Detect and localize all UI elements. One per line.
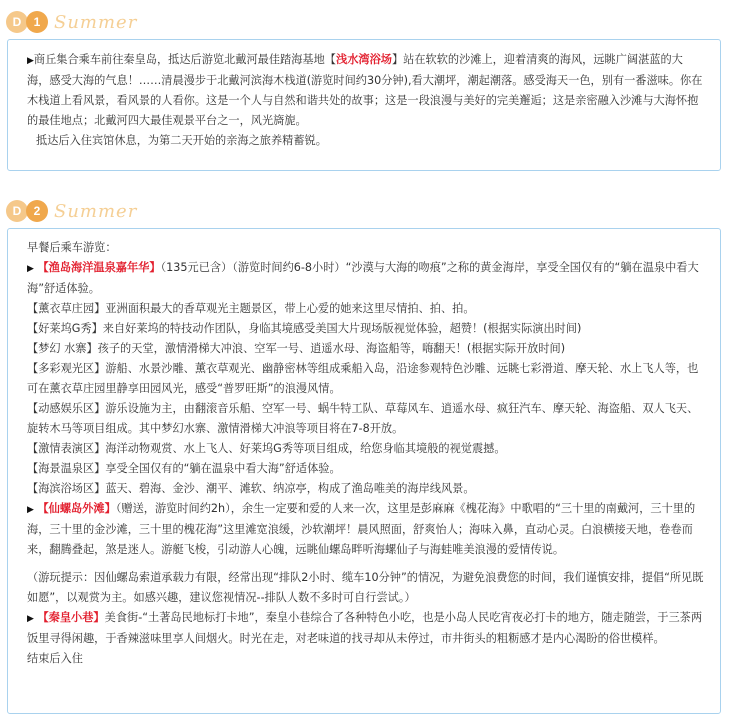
day2-item: 【梦幻 水寨】孩子的天堂，激情滑梯大冲浪、空军一号、逍遥水母、海盗船等，嗨翻天！(根据实际开放时间) <box>27 342 566 355</box>
day1-text-b: 】站在软软的沙滩上，迎着清爽的海风，远眺广阔湛蓝的大海，感受大海的气息！……清晨漫步于北戴河滨海木栈道(游览时间约30分钟),看大潮坪，潮起潮落。感受海天一色，别有一番滋味。你在木栈道上看风景，看风景的人看你。这是一个人与自然和谐共处的故事；这是一段浪漫与美好的完美邂逅；这是亲密融入沙滩与大海怀抱的最佳地点；北戴河四大最佳观景平台之一，风光旖旎。 <box>27 53 703 127</box>
s2-title: 【仙螺岛外滩】 <box>37 502 116 515</box>
day2-tip: （游玩提示：因仙螺岛索道承载力有限，经常出现“排队2小时、缆车10分钟”的情况，为避免浪费您的时间，我们谨慎安排，提倡“所见既如愿”，以观赏为主。如感兴趣，建议您视情况--排队人数不多时可自行尝试。） <box>27 571 704 604</box>
day2-section-1 <box>27 258 704 299</box>
day1-header <box>6 9 137 35</box>
day1-text-a: 商丘集合乘车前往秦皇岛，抵达后游览北戴河最佳踏海基地【 <box>33 53 336 66</box>
day1-number-badge: 1 <box>26 11 48 33</box>
day1-box <box>7 39 721 171</box>
day2-item: 【动感娱乐区】游乐设施为主，由翻滚音乐船、空军一号、蜗牛特工队、草莓风车、逍遥水母、疯狂汽车、摩天轮、海盗船、双人飞天、旋转木马等项目组成。其中梦幻水寨、激情滑梯大冲浪等项目将在7-8开放。 <box>27 402 699 435</box>
arrow-icon: ▶ <box>27 505 34 515</box>
day1-rest: 抵达后入住宾馆休息，为第二天开始的亲海之旅养精蓄锐。 <box>36 134 327 147</box>
arrow-icon: ▶ <box>27 614 34 624</box>
day2-item: 【激情表演区】海洋动物观赏、水上飞人、好莱坞G秀等项目组成，给您身临其境般的视觉震撼。 <box>27 442 506 455</box>
arrow-icon: ▶ <box>27 264 34 274</box>
day2-letter-badge: D <box>6 200 28 222</box>
day2-item: 【薰衣草庄园】亚洲面积最大的香草观光主题景区，带上心爱的她来这里尽情拍、拍、拍。 <box>27 302 475 315</box>
day2-item: 【好莱坞G秀】来自好莱坞的特技动作团队，身临其境感受美国大片现场版视觉体验，超赞！(根据实际演出时间) <box>27 322 582 335</box>
day2-item: 【多彩观光区】游船、水景沙雕、薰衣草观光、幽静密林等组成乘船入岛，沿途参观特色沙雕、远眺七彩滑道、摩天轮、水上飞人等，也可在薰衣草庄园里静享田园风光，感受“普罗旺斯”的浪漫风情。 <box>27 362 699 395</box>
day1-summer-label: Summer <box>54 11 138 33</box>
day2-number-badge: 2 <box>26 200 48 222</box>
day2-end: 结束后入住 <box>27 652 83 665</box>
day2-section-3 <box>27 608 704 649</box>
s1-text: （135元已含）（游览时间约6-8小时）“沙漠与大海的吻痕”之称的黄金海岸，享受全国仅有的“躺在温泉中看大海”舒适体验。 <box>27 261 699 295</box>
day2-box <box>7 228 721 714</box>
day1-letter-badge: D <box>6 11 28 33</box>
s1-title: 【渔岛海洋温泉嘉年华】 <box>37 261 161 274</box>
day1-paragraph <box>27 50 704 131</box>
day2-item: 【海滨浴场区】蓝天、碧海、金沙、潮平、滩软、纳凉亭，构成了渔岛唯美的海岸线风景。 <box>27 482 475 495</box>
day1-highlight: 浅水湾浴场 <box>336 53 392 66</box>
day2-section-2 <box>27 499 704 560</box>
s3-text: 美食街-“土著岛民地标打卡地”，秦皇小巷综合了各种特色小吃，也是小岛人民吃宵夜必打卡的地方，随走随尝，于三茶两饭里寻得闲趣，于香辣滋味里享人间烟火。时光在走，对老味道的找寻却从未停过，市井街头的粗粝感才是内心渴盼的俗世模样。 <box>27 611 703 645</box>
day2-item: 【海景温泉区】享受全国仅有的“躺在温泉中看大海”舒适体验。 <box>27 462 341 475</box>
day2-header <box>6 198 137 224</box>
arrow-icon: ▶ <box>27 56 34 66</box>
day2-summer-label: Summer <box>54 200 138 222</box>
s3-title: 【秦皇小巷】 <box>37 611 105 624</box>
s2-text: （赠送，游览时间约2h），余生一定要和爱的人来一次，这里是彭麻麻《槐花海》中歌唱的“三十里的南戴河，三十里的海，三十里的金沙滩，三十里的槐花海”这里滩宽浪缓，沙软潮坪！晨风照面，舒爽怡人；海味入鼻，直动心灵。白浪横接天地，卷卷而来，翻腾叠起，煞是迷人。游艇飞梭，引动游人心魄，远眺仙螺岛畔听海螺仙子与海蛙唯美浪漫的爱情传说。 <box>27 502 696 556</box>
day2-intro: 早餐后乘车游览： <box>27 241 117 254</box>
